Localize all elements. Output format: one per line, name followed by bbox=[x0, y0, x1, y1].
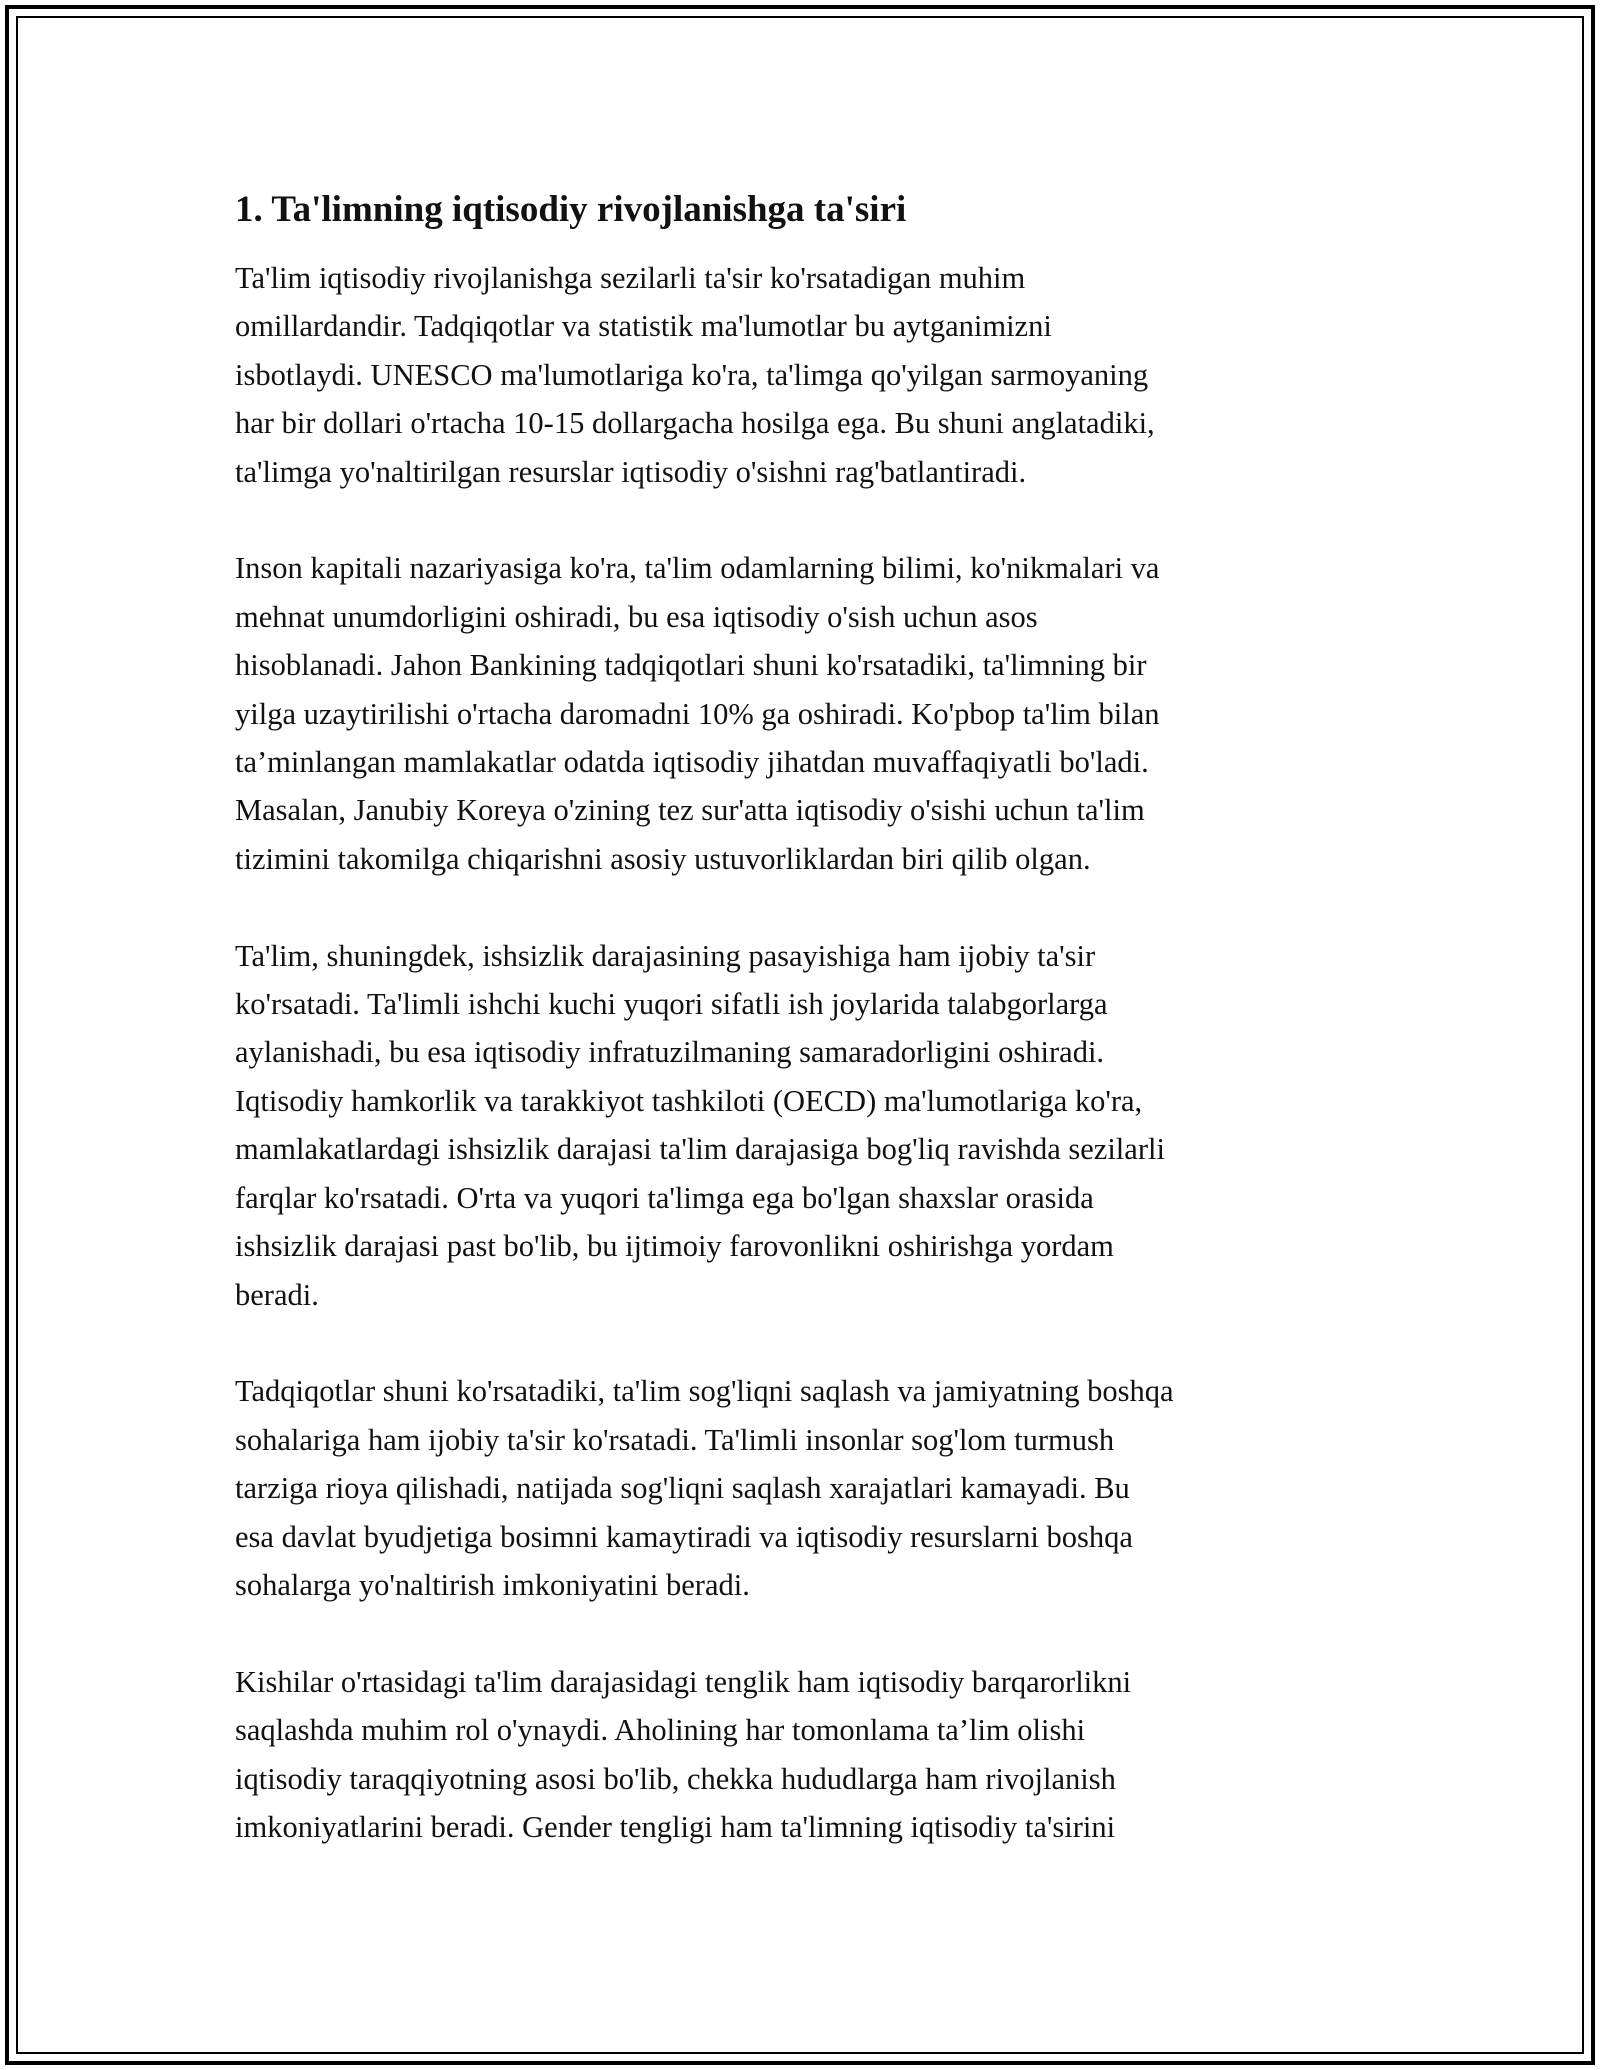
text-line: ta'limga yo'naltirilgan resurslar iqtisodiy o'sishni rag'batlantiradi. bbox=[235, 454, 1027, 489]
text-line: Kishilar o'rtasidagi ta'lim darajasidagi tenglik ham iqtisodiy barqarorlikni bbox=[235, 1664, 1132, 1699]
text-line: sohalariga ham ijobiy ta'sir ko'rsatadi. Ta'limli insonlar sog'lom turmush bbox=[235, 1422, 1115, 1457]
text-line: Masalan, Janubiy Koreya o'zining tez sur'atta iqtisodiy o'sishi uchun ta'lim bbox=[235, 793, 1145, 828]
text-line: saqlashda muhim rol o'ynaydi. Aholining har tomonlama ta’lim olishi bbox=[235, 1713, 1086, 1748]
text-line: isbotlaydi. UNESCO ma'lumotlariga ko'ra, ta'limga qo'yilgan sarmoyaning bbox=[235, 357, 1149, 392]
text-line: har bir dollari o'rtacha 10-15 dollargacha hosilga ega. Bu shuni anglatadiki, bbox=[235, 406, 1155, 441]
text-line: Ta'lim, shuningdek, ishsizlik darajasining pasayishiga ham ijobiy ta'sir bbox=[235, 938, 1096, 973]
text-line: beradi. bbox=[235, 1277, 319, 1312]
text-line: omillardandir. Tadqiqotlar va statistik ma'lumotlar bu aytganimizni bbox=[235, 309, 1052, 344]
section-heading: 1. Ta'limning iqtisodiy rivojlanishga ta'siri bbox=[235, 189, 907, 230]
text-line: Inson kapitali nazariyasiga ko'ra, ta'lim odamlarning bilimi, ko'nikmalari va bbox=[235, 551, 1160, 586]
text-line: iqtisodiy taraqqiyotning asosi bo'lib, chekka hududlarga ham rivojlanish bbox=[235, 1761, 1116, 1796]
paragraph-1 bbox=[235, 254, 1385, 496]
text-line: Ta'lim iqtisodiy rivojlanishga sezilarli ta'sir ko'rsatadigan muhim bbox=[235, 261, 1026, 295]
text-line: imkoniyatlarini beradi. Gender tengligi ham ta'limning iqtisodiy ta'sirini bbox=[235, 1809, 1116, 1844]
text-line: aylanishadi, bu esa iqtisodiy infratuzilmaning samaradorligini oshiradi. bbox=[235, 1035, 1105, 1070]
text-line: esa davlat byudjetiga bosimni kamaytiradi va iqtisodiy resurslarni boshqa bbox=[235, 1519, 1133, 1554]
text-line: tarziga rioya qilishadi, natijada sog'liqni saqlash xarajatlari kamayadi. Bu bbox=[235, 1471, 1130, 1506]
text-line: mehnat unumdorligini oshiradi, bu esa iqtisodiy o'sish uchun asos bbox=[235, 599, 1038, 634]
paragraph-2 bbox=[235, 544, 1385, 883]
text-line: farqlar ko'rsatadi. O'rta va yuqori ta'limga ega bo'lgan shaxslar orasida bbox=[235, 1180, 1094, 1215]
paragraph-4 bbox=[235, 1367, 1385, 1609]
document-body bbox=[235, 186, 1385, 1900]
text-line: ishsizlik darajasi past bo'lib, bu ijtimoiy farovonlikni oshirishga yordam bbox=[235, 1229, 1114, 1264]
text-line: mamlakatlardagi ishsizlik darajasi ta'lim darajasiga bog'liq ravishda sezilarli bbox=[235, 1132, 1165, 1167]
text-line: Tadqiqotlar shuni ko'rsatadiki, ta'lim sog'liqni saqlash va jamiyatning boshqa bbox=[235, 1374, 1174, 1409]
text-line: hisoblanadi. Jahon Bankining tadqiqotlari shuni ko'rsatadiki, ta'limning bir bbox=[235, 648, 1147, 683]
text-line: Iqtisodiy hamkorlik va tarakkiyot tashkiloti (OECD) ma'lumotlariga ko'ra, bbox=[235, 1083, 1143, 1118]
paragraph-3 bbox=[235, 932, 1385, 1319]
text-line: yilga uzaytirilishi o'rtacha daromadni 10% ga oshiradi. Ko'pbop ta'lim bilan bbox=[235, 696, 1160, 731]
text-line: sohalarga yo'naltirish imkoniyatini beradi. bbox=[235, 1567, 750, 1602]
text-line: tizimini takomilga chiqarishni asosiy ustuvorliklardan biri qilib olgan. bbox=[235, 841, 1091, 876]
text-line: ko'rsatadi. Ta'limli ishchi kuchi yuqori sifatli ish joylarida talabgorlarga bbox=[235, 987, 1108, 1022]
paragraph-5 bbox=[235, 1658, 1385, 1852]
text-line: ta’minlangan mamlakatlar odatda iqtisodiy jihatdan muvaffaqiyatli bo'ladi. bbox=[235, 745, 1149, 780]
